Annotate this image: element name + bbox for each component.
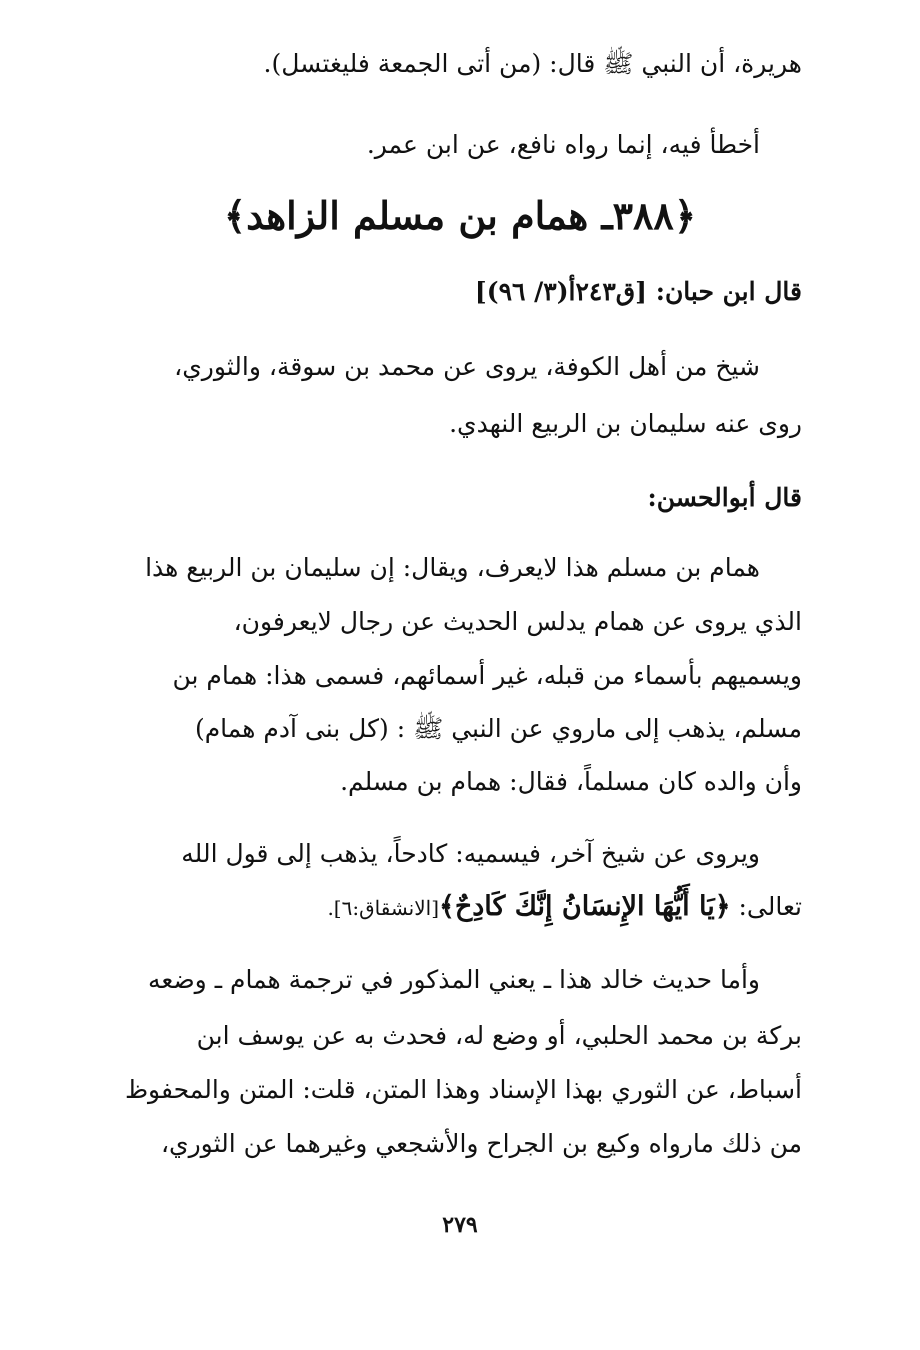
quran-verse-line — [100, 887, 802, 928]
text-line-4: شيخ من أهل الكوفة، يروى عن محمد بن سوقة، والثوري، — [174, 352, 760, 381]
text-line-7: همام بن مسلم هذا لايعرف، ويقال: إن سليمان بن الربيع هذا — [145, 553, 760, 582]
verse-reference: [الانشقاق:٦]. — [327, 896, 439, 920]
verse-intro: تعالى: — [730, 892, 802, 921]
text-line-8: الذي يروى عن همام يدلس الحديث عن رجال لايعرفون، — [233, 607, 802, 636]
text-line-17: من ذلك مارواه وكيع بن الجراح والأشجعي وغيرهما عن الثوري، — [160, 1129, 802, 1158]
text-line-14: وأما حديث خالد هذا ـ يعني المذكور في ترجمة همام ـ وضعه — [147, 965, 760, 994]
entry-heading: ﴿٣٨٨ـ همام بن مسلم الزاهد﴾ — [223, 193, 697, 238]
text-line-9: ويسميهم بأسماء من قبله، غير أسمائهم، فسمى هذا: همام بن — [172, 661, 802, 690]
source-citation: قال ابن حبان: [ق٢٤٣أ(٣/ ٩٦)] — [474, 277, 802, 306]
text-line-5: روى عنه سليمان بن الربيع النهدي. — [449, 409, 802, 438]
quran-verse: ﴿يَا أَيُّهَا الإِنسَانُ إِنَّكَ كَادِحٌ﴾ — [439, 891, 731, 922]
text-line-1: هريرة، أن النبي ﷺ قال: (من أتى الجمعة فليغتسل). — [263, 49, 802, 78]
text-line-12: ويروى عن شيخ آخر، فيسميه: كادحاً، يذهب إلى قول الله — [181, 839, 760, 868]
text-line-10: مسلم، يذهب إلى ماروي عن النبي ﷺ : (كل بنى آدم همام) — [194, 714, 802, 743]
text-line-15: بركة بن محمد الحلبي، أو وضع له، فحدث به عن يوسف ابن — [196, 1021, 802, 1050]
text-line-11: وأن والده كان مسلماً، فقال: همام بن مسلم. — [340, 767, 802, 796]
text-line-2: أخطأ فيه، إنما رواه نافع، عن ابن عمر. — [366, 130, 760, 159]
page-number: ٢٧٩ — [442, 1212, 478, 1238]
text-line-16: أسباط، عن الثوري بهذا الإسناد وهذا المتن، قلت: المتن والمحفوظ — [124, 1075, 802, 1104]
section-label: قال أبوالحسن: — [647, 483, 802, 512]
